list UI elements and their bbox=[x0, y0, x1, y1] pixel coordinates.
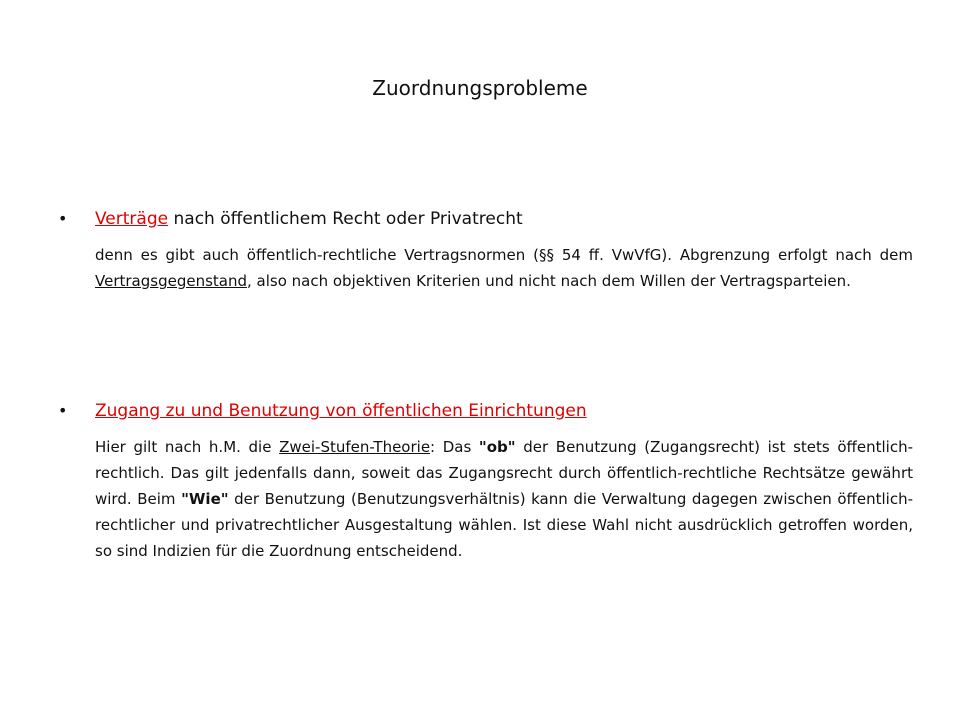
zugang-body-part4: der Benutzung (Benutzungsverhältnis) kann die Verwaltung dagegen zwischen öffentlich-rechtlicher und privatrechtlicher Ausgestaltung wählen. Ist diese Wahl nicht ausdrücklich getroffen worden, so sind Indizien für die Zuordnung entscheidend. bbox=[95, 490, 913, 560]
vertraege-body-part2: , also nach objektiven Kriterien und nicht nach dem Willen der Vertragsparteien. bbox=[247, 272, 851, 290]
bullet-dot-icon: • bbox=[58, 401, 68, 420]
vertraege-link[interactable]: Verträge bbox=[95, 209, 169, 229]
bullet-section-vertraege bbox=[58, 206, 913, 294]
bullet-section-zugang bbox=[58, 398, 913, 564]
vertragsgegenstand-term: Vertragsgegenstand bbox=[95, 272, 247, 290]
zugang-link[interactable]: Zugang zu und Benutzung von öffentlichen Einrichtungen bbox=[95, 401, 587, 421]
wie-term: "Wie" bbox=[181, 490, 229, 508]
vertraege-body-text bbox=[95, 242, 913, 294]
vertraege-heading-rest: nach öffentlichem Recht oder Privatrecht bbox=[168, 209, 523, 229]
zugang-body-part3: der Benutzung (Zugangsrecht) ist stets öffentlich-rechtlich. Das gilt jedenfalls dann, soweit das Zugangsrecht durch öffentlich-rechtliche Rechtsätze gewährt wird. Beim bbox=[95, 438, 913, 508]
zugang-body-part2: : Das bbox=[430, 438, 479, 456]
ob-term: "ob" bbox=[478, 438, 516, 456]
bullet-heading-vertraege bbox=[58, 206, 913, 232]
zwei-stufen-theorie-term: Zwei-Stufen-Theorie bbox=[279, 438, 431, 456]
bullet-heading-zugang bbox=[58, 398, 913, 424]
bullet-dot-icon: • bbox=[58, 209, 68, 228]
zugang-body-part1: Hier gilt nach h.M. die bbox=[95, 438, 280, 456]
vertraege-body-part1: denn es gibt auch öffentlich-rechtliche Vertragsnormen (§§ 54 ff. VwVfG). Abgrenzung erfolgt nach dem bbox=[95, 246, 913, 264]
zugang-body-text bbox=[95, 434, 913, 564]
slide-title: Zuordnungsprobleme bbox=[372, 76, 588, 100]
